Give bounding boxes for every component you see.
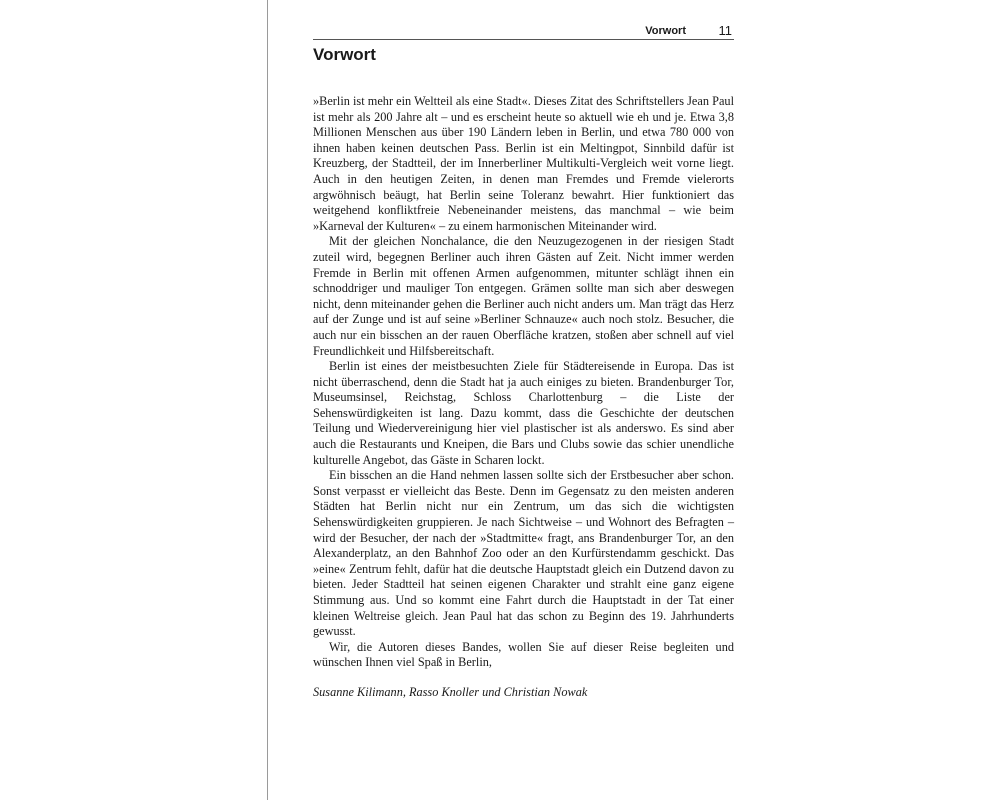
page-spine-line: [267, 0, 268, 800]
chapter-title: Vorwort: [313, 45, 376, 64]
running-header: [313, 24, 734, 40]
running-header-title: Vorwort: [645, 25, 686, 37]
header-rule: [313, 39, 734, 40]
page-number: 11: [718, 23, 732, 38]
paragraph-3: Berlin ist eines der meistbesuchten Ziele für Städtereisende in Europa. Das ist nicht überraschend, denn die Stadt hat ja auch einiges zu bieten. Brandenburger Tor, Museumsinsel, Reichstag, Schloss Charlottenburg – die Liste der Sehenswürdigkeiten ist lang. Dazu kommt, dass die Geschichte der deutschen Teilung und Wiedervereinigung hier viel plastischer ist als anderswo. Es sind aber auch die Restaurants und Kneipen, die Bars und Clubs sowie das schier unendliche kulturelle Angebot, das Gäste in Scharen lockt.: [313, 359, 734, 467]
paragraph-1: »Berlin ist mehr ein Weltteil als eine Stadt«. Dieses Zitat des Schriftstellers Jean Paul ist mehr als 200 Jahre alt – und es erscheint heute so aktuell wie eh und je. Etwa 3,8 Millionen Menschen aus über 190 Ländern leben in Berlin, und etwa 780 000 von ihnen haben keinen deutschen Pass. Berlin ist ein Meltingpot, Sinnbild dafür ist Kreuzberg, der Stadtteil, der im Innerberliner Multikulti-Vergleich weit vorne liegt. Auch in den heutigen Zeiten, in denen man Fremdes und Fremde vielerorts argwöhnisch beäugt, hat Berlin seine Toleranz bewahrt. Hier funktioniert das weitgehend konfliktfreie Nebeneinander meistens, das manchmal – wie beim »Karneval der Kulturen« – zu einem harmonischen Miteinander wird.: [313, 94, 734, 233]
body-text: [313, 94, 734, 671]
paragraph-5: Wir, die Autoren dieses Bandes, wollen Sie auf dieser Reise begleiten und wünschen Ihnen viel Spaß in Berlin,: [313, 639, 734, 670]
paragraph-2: Mit der gleichen Nonchalance, die den Neuzugezogenen in der riesigen Stadt zuteil wird, begegnen Berliner auch ihren Gästen auf Zeit. Nicht immer werden Fremde in Berlin mit offenen Armen aufgenommen, mitunter schlägt ihnen ein schnoddriger und mauliger Ton entgegen. Grämen sollte man sich aber deswegen nicht, denn miteinander gehen die Berliner auch nicht anders um. Man trägt das Herz auf der Zunge und ist auf seine »Berliner Schnauze« auch noch stolz. Besucher, die auch nur ein bisschen an der rauen Oberfläche kratzen, stoßen aber schnell auf viel Freundlichkeit und Hilfsbereitschaft.: [313, 234, 734, 358]
authors-signature: Susanne Kilimann, Rasso Knoller und Christian Nowak: [313, 685, 588, 699]
paragraph-4: Ein bisschen an die Hand nehmen lassen sollte sich der Erstbesucher aber schon. Sonst verpasst er vielleicht das Beste. Denn im Gegensatz zu den meisten anderen Städten hat Berlin nicht nur ein Zentrum, um das sich die wichtigsten Sehenswürdigkeiten gruppieren. Je nach Sichtweise – und Wohnort des Befragten – wird der Besucher, der nach der »Stadtmitte« fragt, ans Brandenburger Tor, an den Alexanderplatz, an den Bahnhof Zoo oder an den Kurfürstendamm geschickt. Das »eine« Zentrum fehlt, dafür hat die deutsche Hauptstadt gleich ein Dutzend davon zu bieten. Jeder Stadtteil hat seinen eigenen Charakter und strahlt eine ganz eigene Stimmung aus. Und so kommt eine Fahrt durch die Hauptstadt in der Tat einer kleinen Weltreise gleich. Jean Paul hat das schon zu Beginn des 19. Jahrhunderts gewusst.: [313, 468, 734, 639]
